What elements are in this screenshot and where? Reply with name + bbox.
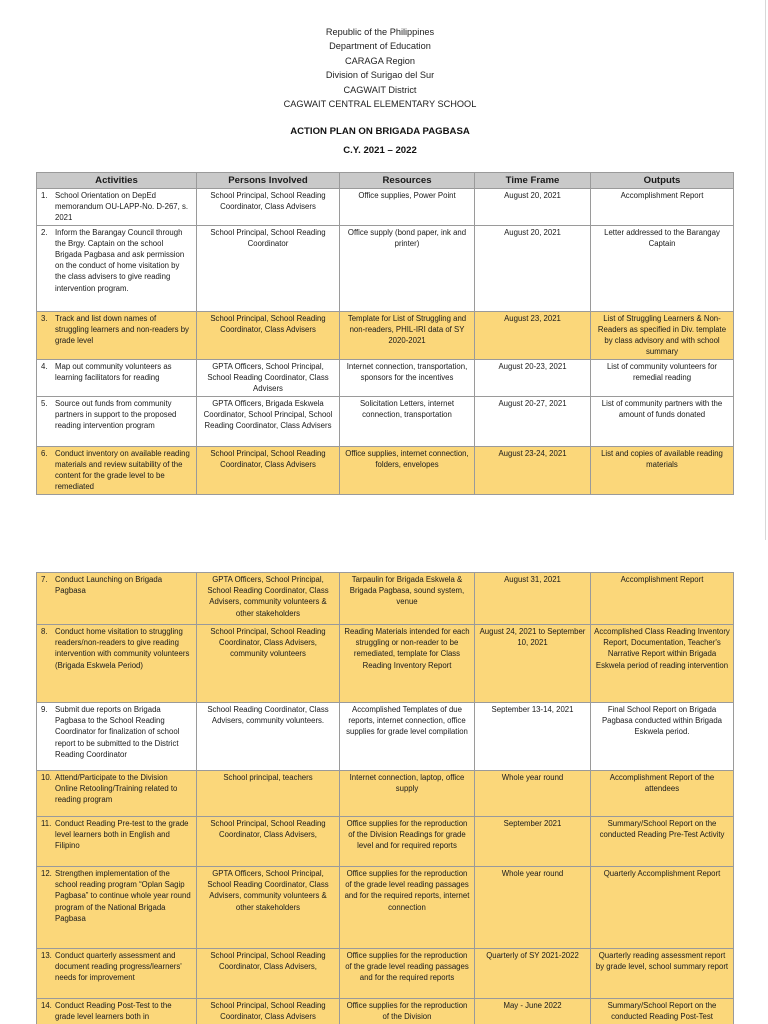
school-year: C.Y. 2021 – 2022 <box>343 145 417 156</box>
document-page-2 <box>0 562 768 1024</box>
time-frame-cell: Whole year round <box>475 867 591 949</box>
activity-text: School Orientation on DepEd memorandum OU-LAPP-No. D-267, s. 2021 <box>55 191 189 223</box>
time-frame-cell: August 20-27, 2021 <box>475 396 591 446</box>
table-row <box>37 867 734 949</box>
activity-text: Inform the Barangay Council through the Brgy. Captain on the school Brigada Pagbasa and ask permission on the conduct of home visitation by the class advisers to give reading intervention program. <box>55 227 185 293</box>
time-frame-cell: Quarterly of SY 2021-2022 <box>475 949 591 999</box>
column-header-persons: Persons Involved <box>197 173 340 189</box>
letterhead-line: Division of Surigao del Sur <box>325 70 435 81</box>
activity-cell <box>37 771 197 817</box>
persons-involved-cell: GPTA Officers, School Principal, School Reading Coordinator, Class Advisers <box>197 359 340 396</box>
persons-involved-cell: GPTA Officers, School Principal, School Reading Coordinator, Class Advisers, community volunteers & other stakeholders <box>197 867 340 949</box>
column-header-outputs: Outputs <box>591 173 734 189</box>
activity-text: Source out funds from community partners in support to the proposed reading intervention program <box>55 398 177 431</box>
letterhead-line: CAGWAIT District <box>343 84 417 95</box>
activity-cell <box>37 311 197 359</box>
table-header-row <box>37 173 734 189</box>
table-row <box>37 396 734 446</box>
activity-cell <box>37 359 197 396</box>
outputs-cell: Summary/School Report on the conducted Reading Post-Test <box>591 999 734 1024</box>
outputs-cell: List and copies of available reading materials <box>591 446 734 494</box>
activity-text: Track and list down names of struggling learners and non-readers by grade level <box>55 313 189 346</box>
activity-number: 6. <box>41 448 48 458</box>
persons-involved-cell: GPTA Officers, Brigada Eskwela Coordinator, School Principal, School Reading Coordinator, Class Advisers <box>197 396 340 446</box>
activity-number: 3. <box>41 313 48 323</box>
resources-cell: Office supplies for the reproduction of the Division Readings for grade level and for required reports <box>340 817 475 867</box>
activity-text: Attend/Participate to the Division Online Retooling/Training related to reading program <box>55 773 178 805</box>
resources-cell: Office supplies for the reproduction of the Division <box>340 999 475 1024</box>
outputs-cell: Accomplishment Report <box>591 573 734 625</box>
activity-cell <box>37 573 197 625</box>
activity-cell <box>37 189 197 226</box>
page-break <box>0 540 768 562</box>
outputs-cell: Accomplished Class Reading Inventory Report, Documentation, Teacher's Narrative Report within Brigada Eskwela period of reading intervention <box>591 625 734 703</box>
activity-cell <box>37 446 197 494</box>
activity-cell <box>37 703 197 771</box>
resources-cell: Office supplies for the reproduction of the grade level reading passages and for the required reports, internet connection <box>340 867 475 949</box>
activity-number: 14. <box>41 1001 52 1010</box>
activity-number: 9. <box>41 705 48 714</box>
outputs-cell: Quarterly reading assessment report by grade level, school summary report <box>591 949 734 999</box>
table-row <box>37 311 734 359</box>
time-frame-cell: August 20-23, 2021 <box>475 359 591 396</box>
persons-involved-cell: School Principal, School Reading Coordinator, Class Advisers, <box>197 817 340 867</box>
persons-involved-cell: GPTA Officers, School Principal, School Reading Coordinator, Class Advisers, community volunteers & other stakeholders <box>197 573 340 625</box>
activity-cell <box>37 625 197 703</box>
activity-number: 11. <box>41 819 52 828</box>
outputs-cell: Final School Report on Brigada Pagbasa conducted within Brigada Eskwela period. <box>591 703 734 771</box>
resources-cell: Office supplies for the reproduction of the grade level reading passages and for the required reports <box>340 949 475 999</box>
activity-text: Conduct Reading Pre-test to the grade level learners both in English and Filipino <box>55 819 189 851</box>
table-row <box>37 625 734 703</box>
letterhead-line: CAGWAIT CENTRAL ELEMENTARY SCHOOL <box>283 99 477 110</box>
column-header-activities: Activities <box>37 173 197 189</box>
activity-cell <box>37 999 197 1024</box>
persons-involved-cell: School Principal, School Reading Coordinator, Class Advisers <box>197 446 340 494</box>
time-frame-cell: August 23, 2021 <box>475 311 591 359</box>
resources-cell: Tarpaulin for Brigada Eskwela & Brigada Pagbasa, sound system, venue <box>340 573 475 625</box>
activity-text: Conduct Launching on Brigada Pagbasa <box>55 575 163 596</box>
activity-number: 10. <box>41 773 52 782</box>
time-frame-cell: May - June 2022 <box>475 999 591 1024</box>
table-row <box>37 703 734 771</box>
activity-text: Conduct quarterly assessment and document reading progress/learners' needs for improvement <box>55 951 182 983</box>
activity-text: Conduct Reading Post-Test to the grade level learners both in <box>55 1001 172 1022</box>
activity-number: 13. <box>41 951 52 960</box>
activity-number: 4. <box>41 361 48 371</box>
activity-number: 7. <box>41 575 48 584</box>
persons-involved-cell: School Principal, School Reading Coordinator, Class Advisers, <box>197 949 340 999</box>
time-frame-cell: August 23-24, 2021 <box>475 446 591 494</box>
persons-involved-cell: School principal, teachers <box>197 771 340 817</box>
action-plan-table-part-2 <box>36 572 734 1024</box>
outputs-cell: Quarterly Accomplishment Report <box>591 867 734 949</box>
activity-text: Strengthen implementation of the school reading program “Oplan Sagip Pagbasa” to continue whole year round program of the National Brigada Pagbasa <box>55 869 191 923</box>
persons-involved-cell: School Reading Coordinator, Class Advisers, community volunteers. <box>197 703 340 771</box>
resources-cell: Internet connection, laptop, office supply <box>340 771 475 817</box>
table-row <box>37 446 734 494</box>
activity-cell <box>37 867 197 949</box>
activity-text: Conduct inventory on available reading materials and review suitability of the content for the grade level to be remediated <box>55 448 190 492</box>
document-title: ACTION PLAN ON BRIGADA PAGBASA <box>290 126 470 137</box>
outputs-cell: Accomplishment Report of the attendees <box>591 771 734 817</box>
persons-involved-cell: School Principal, School Reading Coordinator <box>197 225 340 311</box>
outputs-cell: Letter addressed to the Barangay Captain <box>591 225 734 311</box>
page-edge-line <box>765 0 766 540</box>
table-row <box>37 949 734 999</box>
activity-cell <box>37 949 197 999</box>
time-frame-cell: August 31, 2021 <box>475 573 591 625</box>
action-plan-table-part-1 <box>36 172 734 495</box>
outputs-cell: List of community partners with the amount of funds donated <box>591 396 734 446</box>
resources-cell: Office supplies, Power Point <box>340 189 475 226</box>
activity-number: 2. <box>41 227 48 237</box>
resources-cell: Template for List of Struggling and non-readers, PHIL-IRI data of SY 2020-2021 <box>340 311 475 359</box>
table-row <box>37 817 734 867</box>
persons-involved-cell: School Principal, School Reading Coordinator, Class Advisers <box>197 189 340 226</box>
table-row <box>37 359 734 396</box>
activity-text: Submit due reports on Brigada Pagbasa to the School Reading Coordinator for finalization of school report to be submitted to the District Reading Coordinator <box>55 705 180 759</box>
outputs-cell: Accomplishment Report <box>591 189 734 226</box>
letterhead-line: CARAGA Region <box>345 55 415 66</box>
time-frame-cell: Whole year round <box>475 771 591 817</box>
resources-cell: Office supply (bond paper, ink and printer) <box>340 225 475 311</box>
activity-cell <box>37 396 197 446</box>
column-header-resources: Resources <box>340 173 475 189</box>
resources-cell: Office supplies, internet connection, folders, envelopes <box>340 446 475 494</box>
persons-involved-cell: School Principal, School Reading Coordinator, Class Advisers <box>197 999 340 1024</box>
column-header-time-frame: Time Frame <box>475 173 591 189</box>
table-row <box>37 189 734 226</box>
time-frame-cell: September 2021 <box>475 817 591 867</box>
activity-cell <box>37 225 197 311</box>
activity-number: 8. <box>41 627 48 636</box>
table-row <box>37 573 734 625</box>
persons-involved-cell: School Principal, School Reading Coordinator, Class Advisers, community volunteers <box>197 625 340 703</box>
activity-number: 12. <box>41 869 52 878</box>
resources-cell: Reading Materials intended for each struggling or non-reader to be remediated, template for Class Reading Inventory Report <box>340 625 475 703</box>
activity-text: Conduct home visitation to struggling readers/non-readers to give reading intervention with community volunteers (Brigada Eskwela Period) <box>55 627 190 670</box>
time-frame-cell: August 24, 2021 to September 10, 2021 <box>475 625 591 703</box>
table-row <box>37 225 734 311</box>
outputs-cell: List of community volunteers for remedial reading <box>591 359 734 396</box>
activity-number: 1. <box>41 191 48 200</box>
persons-involved-cell: School Principal, School Reading Coordinator, Class Advisers <box>197 311 340 359</box>
activity-cell <box>37 817 197 867</box>
time-frame-cell: August 20, 2021 <box>475 189 591 226</box>
table-row <box>37 771 734 817</box>
resources-cell: Accomplished Templates of due reports, internet connection, office supplies for grade level compilation <box>340 703 475 771</box>
table-row <box>37 999 734 1024</box>
time-frame-cell: September 13-14, 2021 <box>475 703 591 771</box>
outputs-cell: Summary/School Report on the conducted Reading Pre-Test Activity <box>591 817 734 867</box>
activity-text: Map out community volunteers as learning facilitators for reading <box>55 361 172 382</box>
resources-cell: Solicitation Letters, internet connection, transportation <box>340 396 475 446</box>
letterhead-line: Republic of the Philippines <box>325 27 435 37</box>
outputs-cell: List of Struggling Learners & Non- Readers as specified in Div. template by class advisory and with school summary <box>591 311 734 359</box>
activity-number: 5. <box>41 398 48 408</box>
resources-cell: Internet connection, transportation, sponsors for the incentives <box>340 359 475 396</box>
letterhead-line: Department of Education <box>329 41 431 52</box>
time-frame-cell: August 20, 2021 <box>475 225 591 311</box>
letterhead <box>0 25 760 111</box>
